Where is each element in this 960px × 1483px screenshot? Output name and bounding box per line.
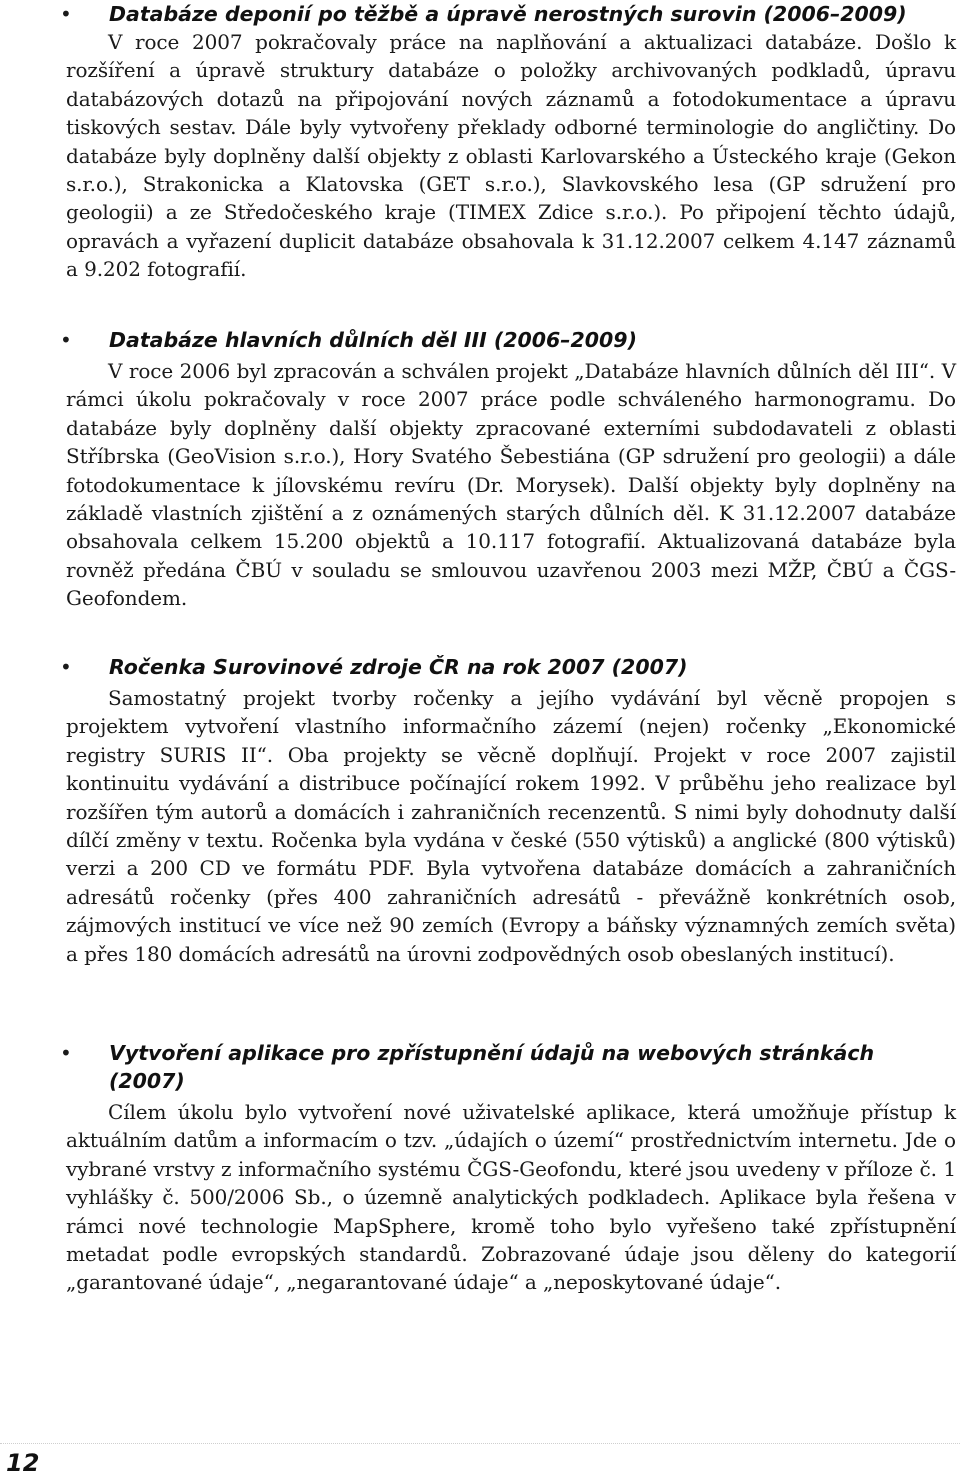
section-body: Cílem úkolu bylo vytvoření nové uživatelské aplikace, která umožňuje přístup k aktuálním datům a informacím o tzv. „údajích o území“ prostřednictvím internetu. Jde o vybrané vrstvy z informačního systému ČGS-Geofondu, které jsou uvedeny v příloze č. 1 vyhlášky č. 500/2006 Sb., o územně analytických podkladech. Aplikace byla řešena v rámci nové technologie MapSphere, kromě toho bylo vyřešeno také zpřístupnění metadat podle evropských standardů. Zobrazované údaje jsou děleny do kategorií „garantované údaje“, „negarantované údaje“ a „neposkytované údaje“. (66, 1100, 956, 1295)
bullet-icon: • (60, 1041, 72, 1065)
section-rocenka (60, 653, 956, 968)
section-heading: Ročenka Surovinové zdroje ČR na rok 2007 (2007) (109, 655, 688, 679)
section-dulni-dila (60, 326, 956, 613)
section-deponie (60, 0, 956, 284)
bullet-icon: • (60, 655, 72, 679)
section-body: V roce 2006 byl zpracován a schválen projekt „Databáze hlavních důlních děl III“. V rámci úkolu pokračovaly v roce 2007 práce podle schváleného harmonogramu. Do databáze byly doplněny další objekty zpracované externími subdodavateli z oblasti Stříbrska (GeoVision s.r.o.), Hory Svatého Šebestiána (GP sdružení pro geologii) a dále fotodokumentace k jílovskému revíru (Dr. Morysek). Další objekty byly doplněny na základě vlastních zjištění a z oznámených starých důlních děl. K 31.12.2007 databáze obsahovala celkem 15.200 objektů a 10.117 fotografií. Aktualizovaná databáze byla rovněž předána ČBÚ v souladu se smlouvou uzavřenou 2003 mezi MŽP, ČBÚ a ČGS-Geofondem. (66, 359, 956, 611)
footer-divider (0, 1443, 960, 1444)
page-number: 12 (6, 1449, 40, 1477)
section-webova-aplikace (60, 1039, 956, 1297)
section-body: V roce 2007 pokračovaly práce na naplňování a aktualizaci databáze. Došlo k rozšíření a úpravě struktury databáze o položky archivovaných podkladů, úpravu databázových dotazů na připojování nových záznamů a fotodokumentace a úpravu tiskových sestav. Dále byly vytvořeny překlady odborné terminologie do angličtiny. Do databáze byly doplněny další objekty z oblasti Karlovarského a Ústeckého kraje (Gekon s.r.o.), Strakonicka a Klatovska (GET s.r.o.), Slavkovského lesa (GP sdružení pro geologii) a ze Středočeského kraje (TIMEX Zdice s.r.o.). Po připojení těchto údajů, opravách a vyřazení duplicit databáze obsahovala k 31.12.2007 celkem 4.147 záznamů a 9.202 fotografií. (66, 30, 956, 282)
bullet-icon: • (60, 328, 72, 352)
bullet-icon: • (60, 2, 72, 26)
section-heading: Databáze hlavních důlních děl III (2006–2009) (109, 328, 637, 352)
section-heading: Databáze deponií po těžbě a úpravě nerostných surovin (2006–2009) (109, 2, 907, 26)
section-body: Samostatný projekt tvorby ročenky a jejího vydávání byl věcně propojen s projektem vytvoření vlastního informačního zázemí (nejen) ročenky „Ekonomické registry SURIS II“. Oba projekty se věcně doplňují. Projekt v roce 2007 zajistil kontinuitu vydávání a distribuce počínající rokem 1992. V průběhu jeho realizace byl rozšířen tým autorů a domácích i zahraničních recenzentů. S nimi byly dohodnuty další dílčí změny v textu. Ročenka byla vydána v české (550 výtisků) a anglické (800 výtisků) verzi a 200 CD ve formátu PDF. Byla vytvořena databáze domácích a zahraničních adresátů ročenky (přes 400 zahraničních adresátů - převážně konkrétních osob, zájmových institucí ve více než 90 zemích (Evropy a báňsky významných zemích světa) a přes 180 domácích adresátů na úrovni zodpovědných osob obeslaných institucí). (66, 686, 956, 966)
section-heading: Vytvoření aplikace pro zpřístupnění údajů na webových stránkách (2007) (109, 1041, 875, 1093)
